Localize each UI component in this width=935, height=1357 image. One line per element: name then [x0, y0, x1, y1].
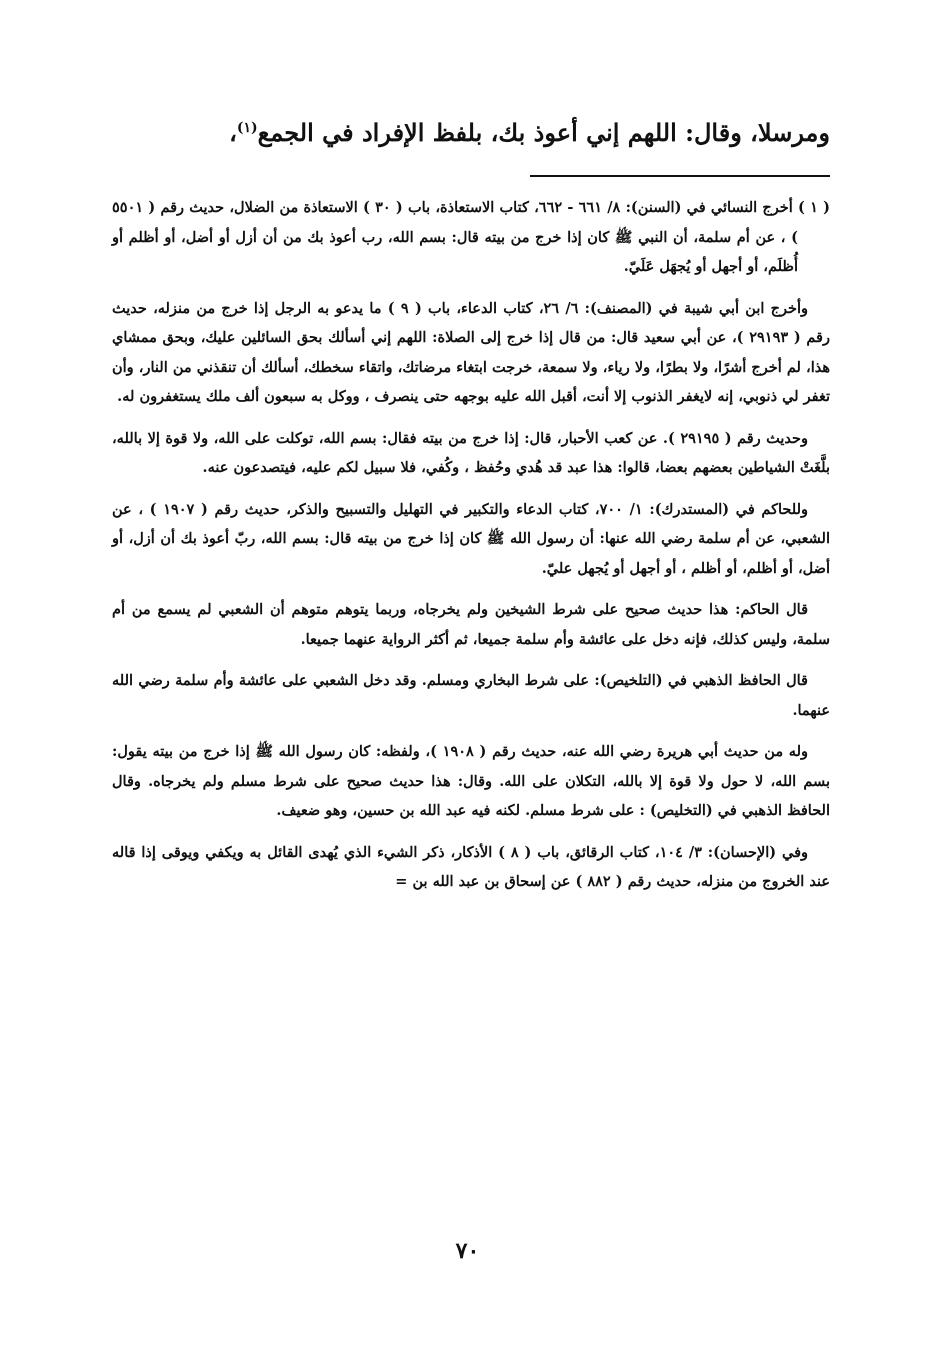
- footnote-paragraph: وللحاكم في (المستدرك): ١/ ٧٠٠، كتاب الدعاء والتكبير في التهليل والتسبيح والذكر، حديث رقم ( ١٩٠٧ ) ، عن الشعبي، عن أم سلمة رضي الله عنها: أن رسول الله ﷺ كان إذا خرج من بيته قال: بسم الله، ربّ أعوذ بك أن أزل، أو أضل، أو أظلم، أو أظلم ، أو أجهل أو يُجهل عليّ.: [112, 500, 830, 577]
- page-number: ٧٠: [455, 1238, 480, 1264]
- footnote-paragraph: قال الحافظ الذهبي في (التلخيص): على شرط البخاري ومسلم. وقد دخل الشعبي على عائشة وأم سلمة رضي الله عنهما.: [112, 672, 830, 719]
- footnote-paragraph: وله من حديث أبي هريرة رضي الله عنه، حديث رقم ( ١٩٠٨ )، ولفظه: كان رسول الله ﷺ إذا خرج من بيته يقول: بسم الله، لا حول ولا قوة إلا بالله، التكلان على الله. وقال: هذا حديث صحيح على شرط مسلم ولم يخرجاه. وقال الحافظ الذهبي في (التخليص) : على شرط مسلم. لكنه فيه عبد الله بن حسين، وهو ضعيف.: [112, 743, 830, 819]
- footnote-paragraph: وفي (الإحسان): ٣/ ١٠٤، كتاب الرقائق، باب ( ٨ ) الأذكار، ذكر الشيء الذي يُهدى القائل به ويكفي ويوقى إذا قاله عند الخروج من منزله، حديث رقم ( ٨٨٢ ) عن إسحاق بن عبد الله بن =: [112, 843, 830, 890]
- footnote-separator: [530, 175, 830, 177]
- main-text-line: [112, 108, 830, 153]
- main-text-trailing: ،: [229, 118, 237, 147]
- footnote-reference: (١): [236, 120, 258, 136]
- footnotes-section: [112, 193, 830, 897]
- footnote-paragraph: قال الحاكم: هذا حديث صحيح على شرط الشيخين ولم يخرجاه، وربما يتوهم متوهم أن الشعبي لم يسمع من أم سلمة، وليس كذلك، فإنه دخل على عائشة وأم سلمة جميعا، ثم أكثر الرواية عنهما جميعا.: [112, 601, 830, 648]
- footnote-paragraph: وأخرج ابن أبي شيبة في (المصنف): ٦/ ٢٦، كتاب الدعاء، باب ( ٩ ) ما يدعو به الرجل إذا خرج من منزله، حديث رقم ( ٢٩١٩٣ )، عن أبي سعيد قال: من قال إذا خرج إلى الصلاة: اللهم إني أسألك بحق السائلين عليك، وبحق ممشاي هذا، لم أخرج أشرًا، ولا بطرًا، ولا رياء، ولا سمعة، خرجت ابتغاء مرضاتك، واتقاء سخطك، أسألك أن تنقذني من النار، وأن تغفر لي ذنوبي، إنه لايغفر الذنوب إلا أنت، أقبل الله عليه بوجهه حتى ينصرف ، ووكل به سبعون ألف ملك يستغفرون له.: [112, 299, 830, 405]
- main-text: ومرسلا، وقال: اللهم إني أعوذ بك، بلفظ الإفراد في الجمع: [257, 118, 830, 147]
- footnote-paragraph: وحديث رقم ( ٢٩١٩٥ ). عن كعب الأحبار، قال: إذا خرج من بيته فقال: بسم الله، توكلت على الله، ولا قوة إلا بالله، بلَّغَتْ الشياطين بعضهم بعضا، قالوا: هذا عبد قد هُدي وحُفظ ، وكُفي، فلا سبيل لكم عليه، فيتصدعون عنه.: [112, 429, 830, 476]
- footnote-paragraph: ( ١ ) أخرج النسائي في (السنن): ٨/ ٦٦١ - ٦٦٢، كتاب الاستعاذة، باب ( ٣٠ ) الاستعاذة من الضلال، حديث رقم ( ٥٥٠١ ) ، عن أم سلمة، أن النبي ﷺ كان إذا خرج من بيته قال: بسم الله، رب أعوذ بك من أن أزل أو أضل، أو أظلم أو أُظلَم، أو أجهل أو يُجهَل عَلَيّ.: [112, 199, 830, 275]
